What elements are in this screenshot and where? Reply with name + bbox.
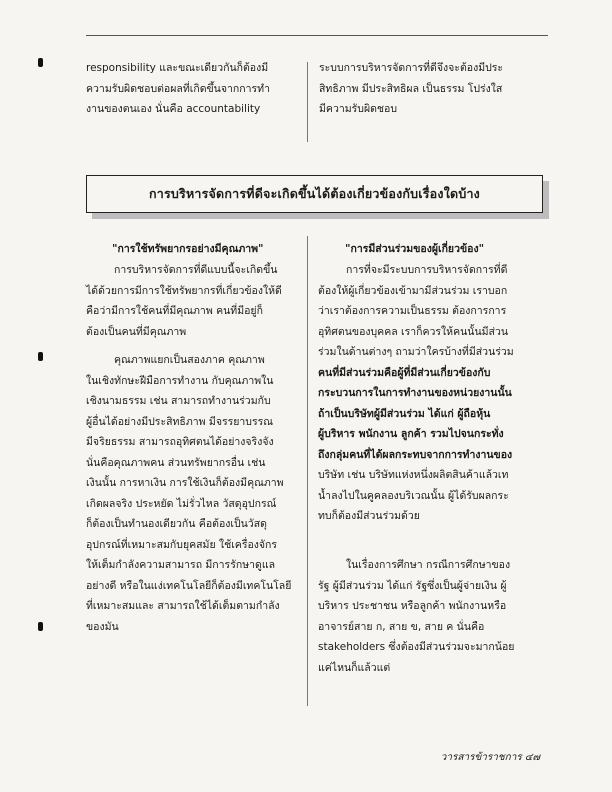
text-line: stakeholders ซึ่งต้องมีส่วนร่วมจะมากน้อย — [318, 641, 515, 653]
text-line-bold: ผู้บริหาร พนักงาน ลูกค้า รวมไปจนกระทั่ง — [318, 428, 504, 440]
text-line: ให้เต็มกำลังความสามารถ มีการรักษาดูแล — [86, 559, 276, 571]
text-line: อุทิศตนของบุคคล เราก็ควรให้คนนั้นมีส่วน — [318, 325, 509, 338]
page-footer: วารสารข้าราชการ ๔๗ — [440, 752, 540, 763]
top-rule — [86, 35, 548, 36]
section-heading: การบริหารจัดการที่ดีจะเกิดขึ้นได้ต้องเกี่ยวข้องกับเรื่องใดบ้าง — [149, 186, 480, 201]
right-paragraph-1 — [318, 260, 514, 527]
text-line: เงินนั้น การหาเงิน การใช้เงินก็ต้องมีคุณภาพ — [86, 477, 284, 489]
text-line: อย่างดี หรือในแง่เทคโนโลยีก็ต้องมีเทคโนโลยี — [86, 579, 292, 592]
text-line: responsibility และขณะเดียวกันก็ต้องมี — [86, 62, 269, 74]
column-divider — [307, 236, 308, 706]
text-line: แค่ไหนก็แล้วแต่ — [318, 661, 391, 674]
text-line: อาจารย์สาย ก, สาย ข, สาย ค นั่นคือ — [318, 620, 485, 633]
text-line: คุณภาพแยกเป็นสองภาค คุณภาพ — [114, 354, 265, 366]
scan-hole-mark — [38, 352, 43, 361]
text-line: ผู้อื่นได้อย่างมีประสิทธิภาพ มีจรรยาบรรณ — [86, 415, 273, 428]
left-paragraph-2 — [86, 350, 291, 637]
text-line: ทบก็ต้องมีส่วนร่วมด้วย — [318, 510, 420, 522]
text-line-bold: คนที่มีส่วนร่วมคือผู้ที่มีส่วนเกี่ยวข้องกับ — [318, 366, 491, 379]
text-line: เชิงนามธรรม เช่น สามารถทำงานร่วมกับ — [86, 395, 271, 407]
text-line: ว่าเราต้องการความเป็นธรรม ต้องการการ — [318, 305, 507, 317]
text-line: ร่วมในด้านต่างๆ ถามว่าใครบ้างที่มีส่วนร่วม — [318, 346, 514, 358]
text-line: บริหาร ประชาชน หรือลูกค้า พนักงานหรือ — [318, 600, 507, 612]
text-line: การที่จะมีระบบการบริหารจัดการที่ดี — [346, 264, 508, 276]
top-left-paragraph — [86, 58, 270, 120]
text-line: สิทธิภาพ มีประสิทธิผล เป็นธรรม โปร่งใส — [319, 82, 503, 95]
text-line: นั่นคือคุณภาพคน ส่วนทรัพยากรอื่น เช่น — [86, 456, 266, 469]
column-divider — [307, 62, 308, 142]
text-line: ที่เหมาะสมและ สามารถใช้ได้เต็มตามกำลัง — [86, 600, 280, 612]
text-line: งานของตนเอง นั่นคือ accountability — [86, 103, 261, 115]
text-line: ต้องเป็นคนที่มีคุณภาพ — [86, 325, 187, 338]
right-paragraph-2 — [318, 555, 514, 678]
text-line: ระบบการบริหารจัดการที่ดีจึงจะต้องมีประ — [319, 62, 504, 74]
scan-hole-mark — [38, 58, 43, 67]
text-line: คือว่ามีการใช้คนที่มีคุณภาพ คนที่มีอยู่ก็ — [86, 305, 263, 317]
text-line: ในเชิงทักษะฝีมือการทำงาน กับคุณภาพใน — [86, 374, 274, 387]
scan-hole-mark — [38, 622, 43, 631]
top-right-paragraph — [319, 58, 503, 120]
text-line: น้ำลงไปในคูคลองบริเวณนั้น ผู้ได้รับผลกระ — [318, 489, 509, 502]
text-line: ต้องให้ผู้เกี่ยวข้องเข้ามามีส่วนร่วม เราบอก — [318, 284, 508, 297]
text-line: การบริหารจัดการที่ดีแบบนี้จะเกิดขึ้น — [114, 264, 278, 276]
text-line-bold: ถึงกลุ่มคนที่ได้ผลกระทบจากการทำงานของ — [318, 448, 513, 461]
text-line: มีความรับผิดชอบ — [319, 103, 398, 115]
text-line: อุปกรณ์ที่เหมาะสมกับยุคสมัย ใช้เครื่องจักร — [86, 538, 278, 551]
text-line-bold: กระบวนการในการทำงานของหน่วยงานนั้น — [318, 387, 512, 399]
text-line: มีจริยธรรม สามารถอุทิศตนได้อย่างจริงจัง — [86, 436, 274, 448]
text-line: ได้ด้วยการมีการใช้ทรัพยากรที่เกี่ยวข้องให้ดี — [86, 284, 282, 297]
text-line: รัฐ ผู้มีส่วนร่วม ได้แก่ รัฐซึ่งเป็นผู้จ่ายเงิน ผู้ — [318, 579, 507, 592]
text-line: ของมัน — [86, 620, 119, 633]
text-line: ในเรื่องการศึกษา กรณีการศึกษาของ — [346, 559, 511, 571]
text-line: ความรับผิดชอบต่อผลที่เกิดขึ้นจากการทำ — [86, 82, 270, 95]
section-heading-box — [86, 175, 543, 213]
text-line: ก็ต้องเป็นทำนองเดียวกัน คือต้องเป็นวัสดุ — [86, 518, 267, 530]
text-line: เกิดผลจริง ประหยัด ไม่รั่วไหล วัสดุอุปกรณ์ — [86, 497, 277, 510]
right-subheading: "การมีส่วนร่วมของผู้เกี่ยวข้อง" — [345, 243, 485, 255]
left-subheading: "การใช้ทรัพยากรอย่างมีคุณภาพ" — [112, 243, 264, 255]
text-line-bold: ถ้าเป็นบริษัทผู้มีส่วนร่วม ได้แก่ ผู้ถือหุ้น — [318, 407, 491, 420]
text-line: บริษัท เช่น บริษัทแห่งหนึ่งผลิตสินค้าแล้วเท — [318, 469, 509, 481]
left-paragraph-1 — [86, 260, 282, 342]
